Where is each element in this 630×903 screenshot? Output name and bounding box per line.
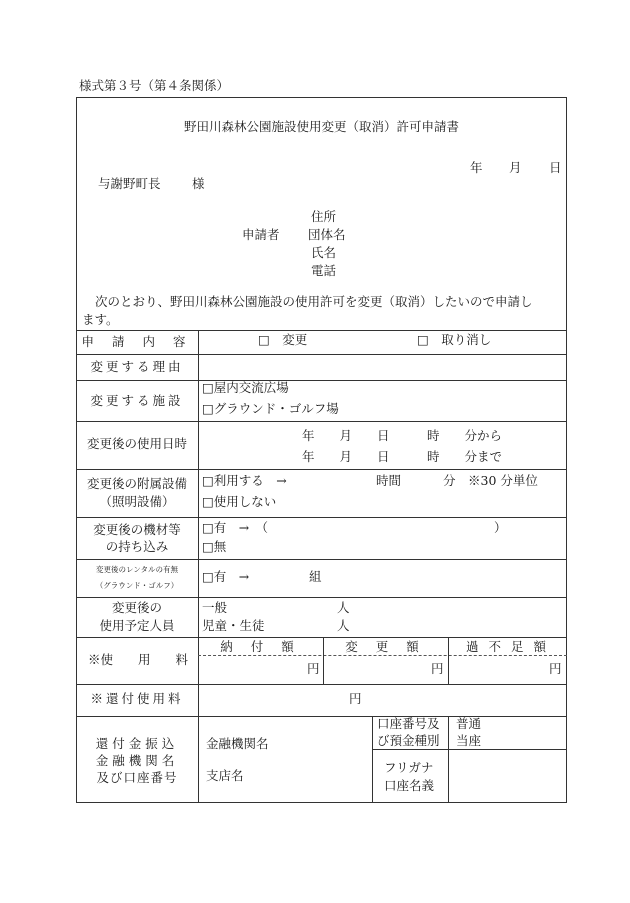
people-sublabel: 使用予定人員 — [99, 618, 175, 633]
date-month: 月 — [509, 160, 522, 175]
refund-yen: 円 — [349, 691, 362, 706]
materials-yes-checkbox[interactable]: □有 → （ — [202, 520, 269, 535]
fee-paid-header: 納 付 額 — [220, 639, 301, 654]
applicant-phone-label: 電話 — [311, 263, 337, 278]
table-top-line — [76, 330, 567, 331]
fee-diff-header: 過 不 足 額 — [466, 639, 549, 654]
bank-column-divider — [372, 716, 373, 803]
row-divider — [76, 354, 567, 355]
bank-futsu-option[interactable]: 普通 — [456, 716, 482, 731]
form-title: 野田川森林公園施設使用変更（取消）許可申請書 — [183, 119, 459, 134]
bank-label-line1: 還付金振込 — [95, 736, 179, 751]
bank-touza-option[interactable]: 当座 — [456, 733, 482, 748]
bank-acct-type-label1: 口座番号及 — [377, 716, 440, 731]
facility-golf-checkbox[interactable]: □グラウンド・ゴルフ場 — [202, 401, 339, 416]
reason-label: 変更する理由 — [90, 359, 184, 374]
intro-text-line2: ます。 — [82, 312, 119, 327]
rental-sublabel: （グラウンド・ゴルフ） — [95, 581, 179, 590]
datetime-from[interactable]: 年 月 日 時 分から — [302, 428, 503, 443]
rental-yes-checkbox[interactable]: □有 → — [202, 569, 250, 584]
equipment-nouse-checkbox[interactable]: □使用しない — [202, 494, 277, 509]
datetime-label: 変更後の使用日時 — [86, 436, 187, 451]
fee-changed-yen: 円 — [431, 661, 444, 676]
label-column-divider — [198, 330, 199, 716]
bank-acct-type-label2: び預金種別 — [377, 733, 440, 748]
addressee: 与謝野町長 — [98, 176, 161, 191]
applicant-group-label: 団体名 — [308, 227, 346, 242]
bank-institution-label: 金融機関名 — [206, 736, 269, 751]
request-change-checkbox[interactable]: □ 変更 — [258, 332, 308, 347]
row-divider — [76, 517, 567, 518]
row-divider — [76, 684, 567, 685]
fee-label: ※使 用 料 — [88, 652, 189, 667]
equipment-use-checkbox[interactable]: □利用する → — [202, 473, 287, 488]
materials-label: 変更後の機材等 — [93, 522, 181, 537]
bank-row-divider — [372, 749, 567, 750]
refund-label: ※還付使用料 — [90, 691, 184, 706]
fee-diff-yen: 円 — [549, 661, 562, 676]
people-general-label: 一般 — [202, 600, 228, 615]
bank-holder-label: 口座名義 — [384, 778, 435, 793]
bank-kana-label: フリガナ — [384, 760, 434, 775]
fee-changed-header: 変 更 額 — [345, 639, 426, 654]
people-child-unit: 人 — [337, 618, 350, 633]
fee-header-dashed-line — [198, 655, 567, 656]
row-divider — [76, 597, 567, 598]
facility-indoor-checkbox[interactable]: □屋内交流広場 — [202, 380, 289, 395]
form-number-label: 様式第３号（第４条関係） — [79, 78, 230, 93]
row-divider — [76, 637, 567, 638]
row-divider — [76, 421, 567, 422]
people-label: 変更後の — [111, 600, 162, 615]
intro-text-line1: 次のとおり、野田川森林公園施設の使用許可を変更（取消）したいので申請し — [95, 294, 533, 309]
materials-no-checkbox[interactable]: □無 — [202, 539, 227, 554]
date-year: 年 — [470, 160, 483, 175]
equipment-unit-note: ※30 分単位 — [468, 473, 538, 488]
applicant-name-label: 氏名 — [311, 245, 337, 260]
equipment-label: 変更後の附属設備 — [86, 476, 187, 491]
materials-close-paren: ） — [494, 520, 507, 535]
bank-column-divider — [448, 716, 449, 803]
request-cancel-checkbox[interactable]: □ 取り消し — [417, 332, 492, 347]
bank-label-line3: 及び口座番号 — [96, 770, 178, 785]
row-divider — [76, 716, 567, 717]
equipment-sublabel: （照明設備） — [99, 494, 175, 509]
bank-label-line2: 金融機関名 — [95, 753, 179, 768]
bank-label-divider — [198, 716, 199, 803]
equipment-minutes-label: 分 — [443, 473, 456, 488]
rental-sets-label: 組 — [309, 569, 322, 584]
row-divider — [76, 469, 567, 470]
row-divider — [76, 380, 567, 381]
facility-label: 変更する施設 — [90, 393, 184, 408]
date-day: 日 — [549, 160, 562, 175]
fee-paid-yen: 円 — [307, 661, 320, 676]
row-divider — [76, 559, 567, 560]
materials-sublabel: の持ち込み — [105, 539, 169, 554]
applicant-address-label: 住所 — [311, 209, 337, 224]
reason-input[interactable] — [200, 356, 565, 378]
addressee-suffix: 様 — [192, 176, 205, 191]
equipment-hours-label: 時間 — [376, 473, 402, 488]
people-general-unit: 人 — [337, 600, 350, 615]
bank-branch-label: 支店名 — [206, 768, 244, 783]
people-child-label: 児童・生徒 — [202, 618, 265, 633]
rental-label: 変更後のレンタルの有無 — [95, 565, 178, 574]
request-label: 申 請 内 容 — [81, 334, 193, 349]
applicant-label: 申請者 — [242, 227, 280, 242]
datetime-to[interactable]: 年 月 日 時 分まで — [302, 449, 503, 464]
